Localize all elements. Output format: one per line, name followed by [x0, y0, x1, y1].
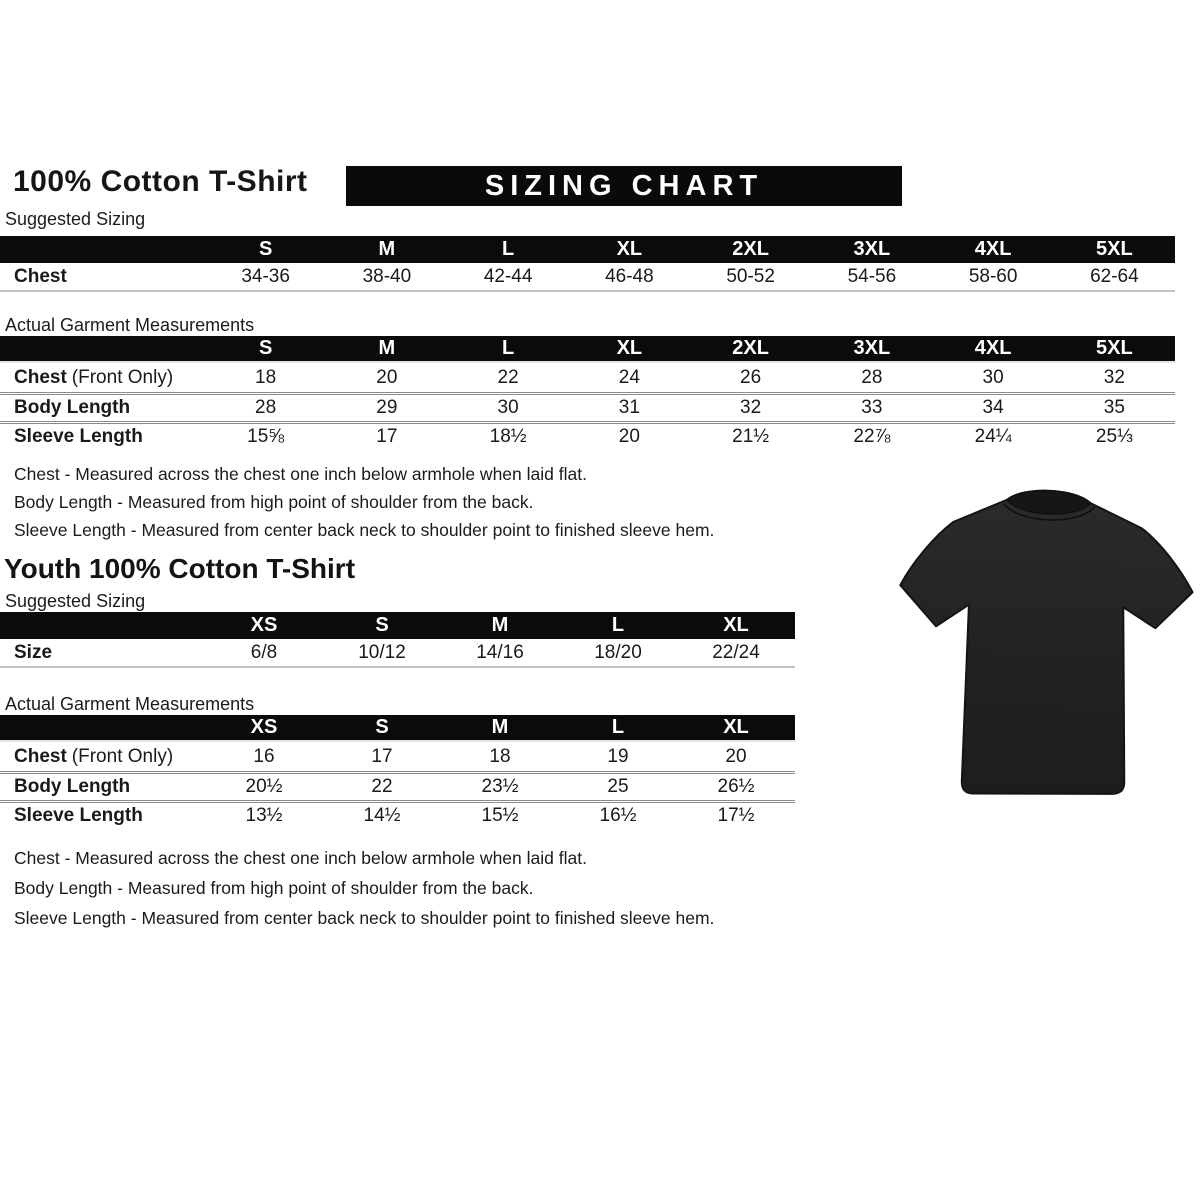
col-header: 2XL [732, 337, 769, 359]
size-cell: 25⅓ [1095, 426, 1133, 447]
row-label-cell [0, 805, 205, 827]
col-header: XL [723, 716, 749, 738]
note-sleeve-length: Sleeve Length - Measured from center back neck to shoulder point to finished sleeve hem. [14, 908, 715, 928]
size-cell: 16 [253, 745, 275, 767]
table-header-row [0, 336, 1175, 363]
size-cell: 14½ [363, 805, 401, 826]
row-label-cell [0, 746, 205, 768]
size-cell: 20½ [245, 776, 283, 797]
size-cell: 21½ [732, 426, 770, 447]
adult-actual-measurements-table [0, 336, 1175, 450]
size-cell: 28 [861, 366, 883, 388]
col-header: M [378, 337, 396, 359]
size-cell: 34-36 [241, 265, 290, 287]
size-cell: 18 [255, 366, 277, 388]
size-cell: 35 [1103, 397, 1125, 418]
youth-suggested-sizing-table [0, 612, 795, 668]
col-header: 3XL [853, 337, 891, 359]
size-cell: 15⅝ [247, 426, 285, 447]
row-label-cell [0, 642, 205, 664]
size-cell: 20 [618, 426, 640, 447]
size-cell: 26½ [717, 776, 755, 797]
size-cell: 16½ [599, 805, 637, 826]
size-cell: 29 [376, 397, 398, 418]
row-label-cell [0, 776, 205, 798]
row-label-cell [0, 266, 205, 288]
size-cell: 23½ [481, 776, 519, 797]
col-header: XL [723, 614, 749, 636]
col-header: L [502, 337, 515, 359]
sizing-chart-banner [346, 166, 902, 206]
col-header: L [502, 238, 515, 260]
row-label-cell [0, 426, 205, 448]
tshirt-body [897, 488, 1195, 797]
size-cell: 15½ [481, 805, 519, 826]
sizing-chart-banner-title: SIZING CHART [484, 169, 764, 202]
size-cell: 32 [1103, 366, 1125, 388]
col-header: 3XL [853, 238, 891, 260]
size-cell: 32 [740, 397, 762, 418]
size-cell: 25 [607, 776, 629, 797]
youth-measurement-notes [14, 843, 714, 933]
adult-measurement-notes [14, 460, 714, 544]
col-header: XS [250, 614, 278, 636]
note-sleeve-length: Sleeve Length - Measured from center back neck to shoulder point to finished sleeve hem. [14, 520, 715, 540]
col-header: 5XL [1096, 238, 1133, 260]
size-cell: 30 [982, 366, 1004, 388]
size-cell: 22 [497, 366, 519, 388]
adult-suggested-sizing-label: Suggested Sizing [5, 209, 146, 229]
size-cell: 6/8 [250, 641, 278, 663]
row-label-suffix: (Front Only) [71, 745, 174, 767]
note-chest: Chest - Measured across the chest one inch below armhole when laid flat. [14, 848, 587, 868]
size-cell: 13½ [245, 805, 283, 826]
col-header: M [491, 716, 509, 738]
row-label: Body Length [14, 776, 131, 797]
row-label-cell [0, 397, 205, 419]
size-cell: 34 [982, 397, 1004, 418]
size-cell: 26 [740, 366, 762, 388]
col-header: S [258, 337, 273, 359]
size-cell: 22/24 [712, 641, 760, 663]
size-cell: 10/12 [358, 641, 406, 663]
size-cell: 18 [489, 745, 511, 767]
size-cell: 17 [371, 745, 393, 767]
table-header-row [0, 715, 795, 742]
size-cell: 24¼ [974, 426, 1012, 447]
col-header: S [258, 238, 273, 260]
size-cell: 18½ [489, 426, 527, 447]
size-cell: 46-48 [605, 265, 654, 287]
table-header-row [0, 236, 1175, 263]
size-cell: 38-40 [362, 265, 412, 287]
black-tshirt-image [893, 478, 1198, 813]
note-body-length: Body Length - Measured from high point of shoulder from the back. [14, 492, 534, 512]
adult-heading: 100% Cotton T-Shirt [13, 165, 308, 198]
col-header: L [611, 716, 625, 738]
col-header: 4XL [974, 337, 1012, 359]
row-label: Chest [14, 265, 67, 287]
table-row [0, 771, 795, 800]
row-label: Sleeve Length [14, 426, 143, 447]
youth-heading: Youth 100% Cotton T-Shirt [4, 553, 356, 584]
youth-actual-measurements-label: Actual Garment Measurements [5, 694, 255, 714]
adult-suggested-sizing-table [0, 236, 1175, 292]
col-header: 4XL [974, 238, 1012, 260]
row-label: Body Length [14, 397, 131, 418]
youth-actual-measurements-table [0, 715, 795, 829]
table-row [0, 263, 1175, 292]
size-cell: 17½ [717, 805, 755, 826]
col-header: 5XL [1096, 337, 1133, 359]
size-cell: 24 [618, 366, 640, 388]
table-row [0, 421, 1175, 450]
col-header: 2XL [732, 238, 769, 260]
col-header: XL [616, 238, 643, 260]
row-label: Chest [14, 366, 67, 388]
col-header: S [375, 614, 389, 636]
row-label: Size [14, 641, 53, 663]
col-header: M [491, 614, 509, 636]
table-header-row [0, 612, 795, 639]
table-row [0, 392, 1175, 421]
table-row [0, 363, 1175, 392]
col-header: XS [250, 716, 278, 738]
row-label-suffix: (Front Only) [71, 366, 174, 388]
col-header: S [375, 716, 389, 738]
col-header: XL [616, 337, 643, 359]
size-cell: 18/20 [594, 641, 642, 663]
size-cell: 42-44 [483, 265, 533, 287]
table-row [0, 800, 795, 829]
size-cell: 22⅞ [853, 426, 891, 447]
size-cell: 17 [376, 426, 398, 447]
size-cell: 50-52 [726, 265, 775, 287]
size-cell: 14/16 [476, 641, 524, 663]
youth-suggested-sizing-label: Suggested Sizing [5, 591, 146, 611]
size-cell: 22 [371, 776, 393, 797]
col-header: M [378, 238, 396, 260]
size-cell: 54-56 [847, 265, 897, 287]
size-cell: 62-64 [1090, 265, 1139, 287]
size-cell: 28 [255, 397, 277, 418]
row-label: Sleeve Length [14, 805, 143, 826]
adult-actual-measurements-label: Actual Garment Measurements [5, 315, 255, 335]
size-cell: 31 [618, 397, 640, 418]
col-header: L [611, 614, 625, 636]
size-cell: 20 [725, 745, 747, 767]
black-tshirt-graphic [893, 478, 1198, 813]
size-cell: 33 [861, 397, 883, 418]
table-row [0, 742, 795, 771]
note-body-length: Body Length - Measured from high point of shoulder from the back. [14, 878, 534, 898]
size-cell: 58-60 [968, 265, 1018, 287]
row-label: Chest [14, 745, 67, 767]
size-cell: 20 [376, 366, 398, 388]
size-cell: 30 [497, 397, 519, 418]
note-chest: Chest - Measured across the chest one inch below armhole when laid flat. [14, 464, 587, 484]
row-label-cell [0, 367, 205, 389]
table-row [0, 639, 795, 668]
size-cell: 19 [607, 745, 629, 767]
